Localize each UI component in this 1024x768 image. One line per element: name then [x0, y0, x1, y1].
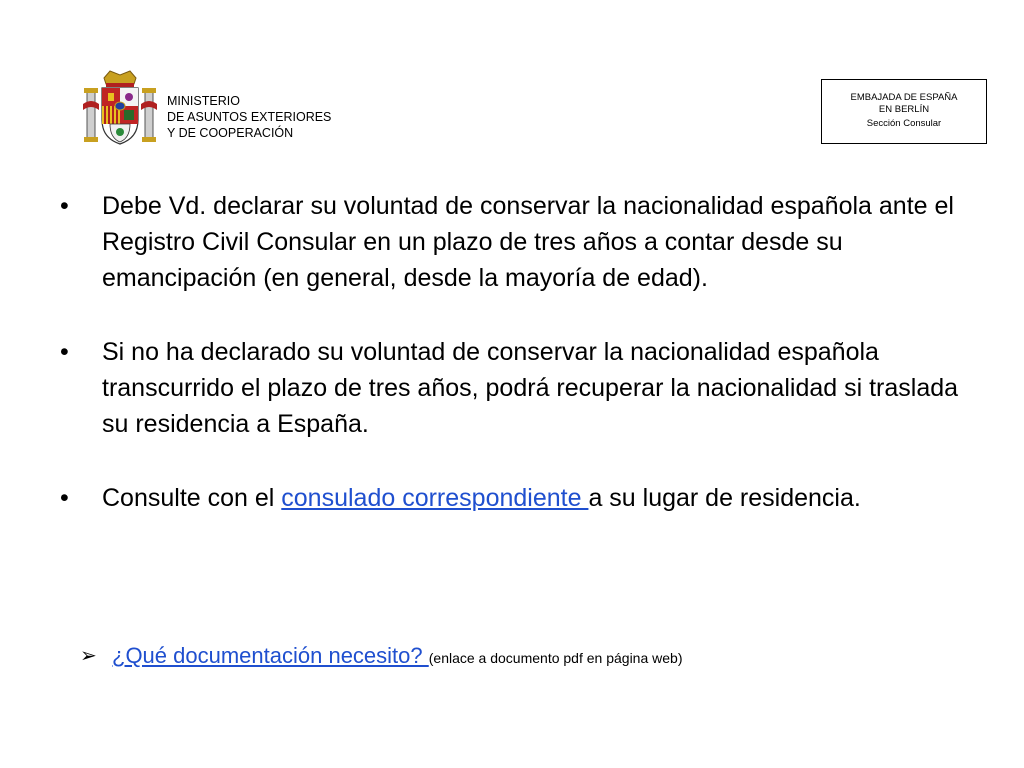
documentation-item [80, 641, 682, 673]
embassy-line: EN BERLÍN [878, 103, 930, 115]
bullet-list [60, 188, 960, 554]
bullet-text-suffix: a su lugar de residencia. [588, 484, 861, 512]
bullet-item [60, 188, 960, 296]
embassy-section: Sección Consular [866, 118, 942, 129]
spanish-coat-of-arms-icon [80, 68, 160, 148]
bullet-text: Debe Vd. declarar su voluntad de conservar la nacionalidad española ante el Registro Civil Consular en un plazo de tres años a contar desde su emancipación (en general, desde la mayoría de edad). [102, 192, 954, 292]
consulate-link[interactable]: consulado correspondiente [281, 484, 589, 512]
ministry-line: Y DE COOPERACIÓN [167, 126, 294, 140]
ministry-name [167, 93, 331, 141]
documentation-note: (enlace a documento pdf en página web) [428, 650, 683, 666]
embassy-line: EMBAJADA DE ESPAÑA [850, 92, 958, 103]
ministry-line: DE ASUNTOS EXTERIORES [167, 110, 332, 124]
arrow-bullet-icon: ➢ [80, 645, 97, 667]
bullet-symbol: • [60, 192, 69, 220]
bullet-symbol: • [60, 484, 69, 512]
documentation-link[interactable]: ¿Qué documentación necesito? [112, 643, 429, 668]
bullet-text: Si no ha declarado su voluntad de conservar la nacionalidad española transcurrido el plazo de tres años, podrá recuperar la nacionalidad si traslada su residencia a España. [102, 338, 959, 438]
bullet-symbol: • [60, 338, 69, 366]
embassy-box [821, 79, 987, 144]
ministry-line: MINISTERIO [167, 94, 240, 108]
bullet-text-prefix: Consulte con el [102, 484, 282, 512]
bullet-item [60, 334, 960, 442]
bullet-item [60, 480, 960, 516]
coat-of-arms-logo [80, 68, 160, 148]
